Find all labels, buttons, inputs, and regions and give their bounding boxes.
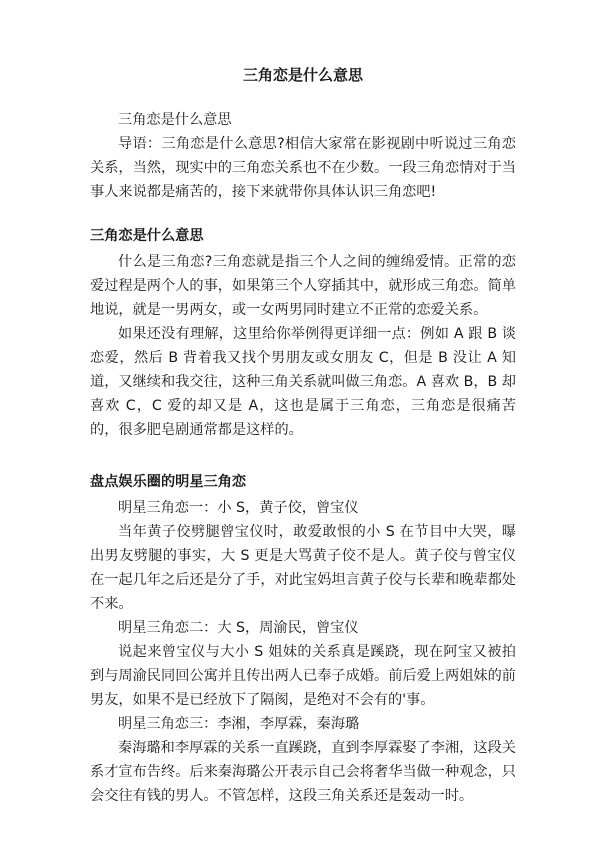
celebrity-case-2-title: 明星三角恋二：大 S，周渝民，曾宝仪 [118,620,359,636]
definition-paragraph-1: 什么是三角恋?三角恋就是指三个人之间的缠绵爱情。正常的恋爱过程是两个人的事，如果第三个人穿插其中，就形成三角恋。简单地说，就是一男两女，或一女两男同时建立不正常的恋爱关系。 [90,254,516,318]
definition-paragraph-2: 如果还没有理解，这里给你举例得更详细一点：例如 A 跟 B 谈恋爱，然后 B 背着我又找个男朋友或女朋友 C，但是 B 没让 A 知道，又继续和我交往，这种三角关系就叫做三角恋。A 喜欢 B，B 却喜欢 C，C 爱的却又是 A，这也是属于三角恋，三角恋是很痛苦的，很多肥皂剧通常都是这样的。 [90,326,516,438]
intro-lead-paragraph: 导语：三角恋是什么意思?相信大家常在影视剧中听说过三角恋关系，当然，现实中的三角恋关系也不在少数。一段三角恋情对于当事人来说都是痛苦的，接下来就带你具体认识三角恋吧! [90,136,516,200]
celebrity-case-2-body: 说起来曾宝仪与大小 S 姐妹的关系真是蹊跷，现在阿宝又被拍到与周渝民同回公寓并且传出两人已奉子成婚。前后爱上两姐妹的前男友，如果不是已经放下了隔阂，是绝对不会有的'事。 [90,644,516,708]
celebrity-case-1-body: 当年黄子佼劈腿曾宝仪时，敢爱敢恨的小 S 在节目中大哭，曝出男友劈腿的事实，大 S 更是大骂黄子佼不是人。黄子佼与曾宝仪在一起几年之后还是分了手，对此宝妈坦言黄子佼与长辈和晚辈都处不来。 [90,524,516,612]
section-heading-celebrity: 盘点娱乐圈的明星三角恋 [90,474,247,490]
section-heading-definition: 三角恋是什么意思 [90,228,204,244]
celebrity-case-1-title: 明星三角恋一：小 S，黄子佼，曾宝仪 [118,500,359,516]
intro-subtitle: 三角恋是什么意思 [118,112,232,128]
celebrity-case-3-body: 秦海璐和李厚霖的关系一直蹊跷，直到李厚霖娶了李湘，这段关系才宣布告终。后来秦海璐公开表示自己会将奢华当做一种观念，只会交往有钱的男人。不管怎样，这段三角关系还是轰动一时。 [90,740,516,804]
document-title: 三角恋是什么意思 [242,66,363,84]
celebrity-case-3-title: 明星三角恋三：李湘，李厚霖，秦海璐 [118,716,360,732]
